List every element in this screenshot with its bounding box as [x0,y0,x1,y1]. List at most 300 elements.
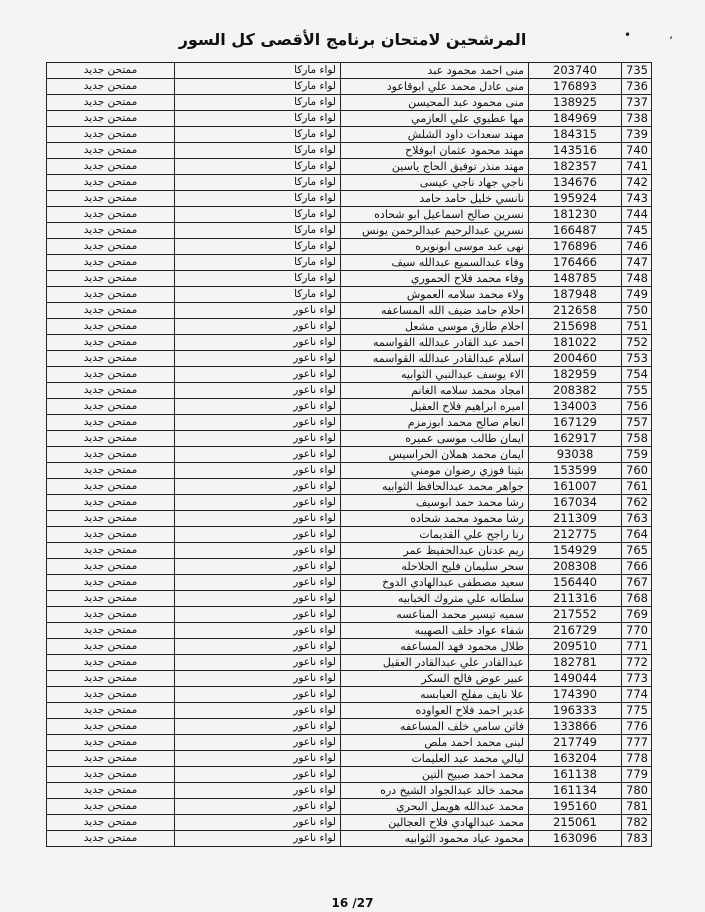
row-number-cell: 754 [622,367,652,383]
status-cell: ممتحن جديد [47,175,175,191]
name-cell: علا نايف مفلح العبابسه [341,687,529,703]
table-row [47,255,652,271]
name-cell: شفاء عواد خلف الصهيبه [341,623,529,639]
row-number-cell: 748 [622,271,652,287]
table-row [47,671,652,687]
row-number-cell: 771 [622,639,652,655]
row-number-cell: 749 [622,287,652,303]
table-row [47,623,652,639]
row-number-cell: 753 [622,351,652,367]
unit-cell: لواء ناعور [175,351,341,367]
status-cell: ممتحن جديد [47,511,175,527]
id-cell: 153599 [529,463,622,479]
status-cell: ممتحن جديد [47,127,175,143]
status-cell: ممتحن جديد [47,623,175,639]
table-row [47,303,652,319]
table-row [47,191,652,207]
status-cell: ممتحن جديد [47,303,175,319]
unit-cell: لواء ناعور [175,463,341,479]
table-row [47,271,652,287]
id-cell: 184315 [529,127,622,143]
status-cell: ممتحن جديد [47,111,175,127]
status-cell: ممتحن جديد [47,639,175,655]
row-number-cell: 741 [622,159,652,175]
id-cell: 134003 [529,399,622,415]
name-cell: محمود عياد محمود الثوابيه [341,831,529,847]
name-cell: مهند منذر توفيق الحاج ياسين [341,159,529,175]
id-cell: 212775 [529,527,622,543]
id-cell: 208382 [529,383,622,399]
status-cell: ممتحن جديد [47,143,175,159]
id-cell: 134676 [529,175,622,191]
table-row [47,159,652,175]
unit-cell: لواء ناعور [175,703,341,719]
id-cell: 184969 [529,111,622,127]
row-number-cell: 757 [622,415,652,431]
page-number: 16 /27 [331,896,374,910]
name-cell: ايمان طالب موسى عميره [341,431,529,447]
id-cell: 181022 [529,335,622,351]
status-cell: ممتحن جديد [47,575,175,591]
table-row [47,367,652,383]
unit-cell: لواء ناعور [175,367,341,383]
id-cell: 215698 [529,319,622,335]
unit-cell: لواء ماركا [175,63,341,79]
status-cell: ممتحن جديد [47,351,175,367]
table-row [47,607,652,623]
unit-cell: لواء ناعور [175,559,341,575]
unit-cell: لواء ماركا [175,127,341,143]
id-cell: 208308 [529,559,622,575]
table-row [47,383,652,399]
status-cell: ممتحن جديد [47,735,175,751]
status-cell: ممتحن جديد [47,687,175,703]
status-cell: ممتحن جديد [47,479,175,495]
id-cell: 93038 [529,447,622,463]
table-row [47,319,652,335]
id-cell: 138925 [529,95,622,111]
id-cell: 176466 [529,255,622,271]
status-cell: ممتحن جديد [47,415,175,431]
table-row [47,351,652,367]
unit-cell: لواء ناعور [175,431,341,447]
status-cell: ممتحن جديد [47,271,175,287]
id-cell: 217552 [529,607,622,623]
name-cell: ولاء محمد سلامه العموش [341,287,529,303]
id-cell: 212658 [529,303,622,319]
row-number-cell: 765 [622,543,652,559]
row-number-cell: 739 [622,127,652,143]
unit-cell: لواء ماركا [175,287,341,303]
name-cell: وفاء عبدالسميع عبدالله سيف [341,255,529,271]
status-cell: ممتحن جديد [47,495,175,511]
status-cell: ممتحن جديد [47,399,175,415]
table-row [47,687,652,703]
table-row [47,767,652,783]
id-cell: 211316 [529,591,622,607]
row-number-cell: 737 [622,95,652,111]
unit-cell: لواء ناعور [175,575,341,591]
name-cell: سحر سليمان فليح الحلاحله [341,559,529,575]
unit-cell: لواء ناعور [175,671,341,687]
name-cell: طلال محمود فهد المساعفه [341,639,529,655]
unit-cell: لواء ناعور [175,767,341,783]
name-cell: نانسي خليل حامد حامد [341,191,529,207]
row-number-cell: 769 [622,607,652,623]
table-row [47,175,652,191]
row-number-cell: 747 [622,255,652,271]
status-cell: ممتحن جديد [47,783,175,799]
table-row [47,223,652,239]
name-cell: ليالي محمد عيد العليمات [341,751,529,767]
status-cell: ممتحن جديد [47,239,175,255]
table-row [47,239,652,255]
table-row [47,735,652,751]
table-row [47,287,652,303]
table-row [47,399,652,415]
row-number-cell: 772 [622,655,652,671]
name-cell: نسرين عبدالرحيم عبدالرحمن يونس [341,223,529,239]
status-cell: ممتحن جديد [47,223,175,239]
name-cell: رنا راجح علي القديمات [341,527,529,543]
unit-cell: لواء ناعور [175,399,341,415]
name-cell: ريم عدنان عبدالحفيظ عمر [341,543,529,559]
unit-cell: لواء ناعور [175,735,341,751]
table-row [47,783,652,799]
name-cell: فاتن سامي خلف المساعفه [341,719,529,735]
unit-cell: لواء ناعور [175,687,341,703]
name-cell: محمد خالد عبدالجواد الشيخ دره [341,783,529,799]
status-cell: ممتحن جديد [47,63,175,79]
status-cell: ممتحن جديد [47,447,175,463]
status-cell: ممتحن جديد [47,655,175,671]
table-row [47,79,652,95]
status-cell: ممتحن جديد [47,191,175,207]
unit-cell: لواء ناعور [175,495,341,511]
unit-cell: لواء ماركا [175,207,341,223]
id-cell: 215061 [529,815,622,831]
name-cell: مهند محمود عثمان ابوفلاح [341,143,529,159]
name-cell: ايمان محمد هملان الحراسيس [341,447,529,463]
unit-cell: لواء ناعور [175,511,341,527]
status-cell: ممتحن جديد [47,95,175,111]
row-number-cell: 778 [622,751,652,767]
id-cell: 163096 [529,831,622,847]
id-cell: 182781 [529,655,622,671]
unit-cell: لواء ناعور [175,783,341,799]
name-cell: جواهر محمد عبدالحافظ الثوابيه [341,479,529,495]
table-row [47,463,652,479]
name-cell: احلام حامد ضيف الله المساعفه [341,303,529,319]
row-number-cell: 756 [622,399,652,415]
row-number-cell: 776 [622,719,652,735]
row-number-cell: 783 [622,831,652,847]
status-cell: ممتحن جديد [47,287,175,303]
unit-cell: لواء ناعور [175,303,341,319]
status-cell: ممتحن جديد [47,383,175,399]
table-row [47,335,652,351]
unit-cell: لواء ماركا [175,95,341,111]
table-row [47,591,652,607]
row-number-cell: 762 [622,495,652,511]
id-cell: 195160 [529,799,622,815]
candidates-table-body [47,63,652,847]
status-cell: ممتحن جديد [47,559,175,575]
name-cell: نسرين صالح اسماعيل ابو شحاده [341,207,529,223]
name-cell: غدير احمد فلاح العواوده [341,703,529,719]
unit-cell: لواء ماركا [175,191,341,207]
table-row [47,655,652,671]
row-number-cell: 759 [622,447,652,463]
id-cell: 161134 [529,783,622,799]
row-number-cell: 746 [622,239,652,255]
status-cell: ممتحن جديد [47,207,175,223]
id-cell: 176896 [529,239,622,255]
table-row [47,575,652,591]
row-number-cell: 766 [622,559,652,575]
name-cell: منى احمد محمود عبد [341,63,529,79]
unit-cell: لواء ناعور [175,799,341,815]
status-cell: ممتحن جديد [47,799,175,815]
row-number-cell: 773 [622,671,652,687]
row-number-cell: 755 [622,383,652,399]
table-row [47,127,652,143]
row-number-cell: 775 [622,703,652,719]
row-number-cell: 735 [622,63,652,79]
row-number-cell: 745 [622,223,652,239]
unit-cell: لواء ماركا [175,255,341,271]
table-row [47,111,652,127]
row-number-cell: 781 [622,799,652,815]
status-cell: ممتحن جديد [47,671,175,687]
unit-cell: لواء ماركا [175,271,341,287]
row-number-cell: 782 [622,815,652,831]
table-row [47,447,652,463]
candidates-table [46,62,652,847]
name-cell: محمد عبدالهادي فلاح العجالين [341,815,529,831]
id-cell: 143516 [529,143,622,159]
row-number-cell: 738 [622,111,652,127]
name-cell: سميه تيسير محمد المناعسه [341,607,529,623]
row-number-cell: 742 [622,175,652,191]
table-row [47,511,652,527]
id-cell: 209510 [529,639,622,655]
table-row [47,431,652,447]
id-cell: 187948 [529,287,622,303]
unit-cell: لواء ماركا [175,143,341,159]
table-row [47,415,652,431]
name-cell: ناجي جهاد ناجي عيسى [341,175,529,191]
id-cell: 217749 [529,735,622,751]
id-cell: 174390 [529,687,622,703]
status-cell: ممتحن جديد [47,607,175,623]
name-cell: انعام صالح محمد ابوزمزم [341,415,529,431]
id-cell: 161138 [529,767,622,783]
name-cell: احلام طارق موسى مشعل [341,319,529,335]
unit-cell: لواء ناعور [175,383,341,399]
row-number-cell: 736 [622,79,652,95]
name-cell: امجاد محمد سلامه الغانم [341,383,529,399]
name-cell: محمد عبدالله هويمل البحري [341,799,529,815]
table-row [47,527,652,543]
unit-cell: لواء ناعور [175,815,341,831]
table-row [47,831,652,847]
id-cell: 167034 [529,495,622,511]
name-cell: محمد احمد صبيح التين [341,767,529,783]
name-cell: الاء يوسف عبدالنبي الثوابيه [341,367,529,383]
unit-cell: لواء ناعور [175,527,341,543]
row-number-cell: 750 [622,303,652,319]
row-number-cell: 763 [622,511,652,527]
status-cell: ممتحن جديد [47,367,175,383]
name-cell: لبنى محمد احمد ملص [341,735,529,751]
status-cell: ممتحن جديد [47,463,175,479]
name-cell: وفاء محمد فلاح الحموري [341,271,529,287]
name-cell: منى عادل محمد علي ابوقاعود [341,79,529,95]
table-row [47,799,652,815]
table-row [47,815,652,831]
table-row [47,495,652,511]
unit-cell: لواء ناعور [175,479,341,495]
table-row [47,95,652,111]
table-row [47,751,652,767]
id-cell: 162917 [529,431,622,447]
name-cell: مها عطيوي علي العازمي [341,111,529,127]
row-number-cell: 752 [622,335,652,351]
row-number-cell: 751 [622,319,652,335]
unit-cell: لواء ناعور [175,447,341,463]
row-number-cell: 780 [622,783,652,799]
status-cell: ممتحن جديد [47,335,175,351]
unit-cell: لواء ناعور [175,335,341,351]
unit-cell: لواء ناعور [175,623,341,639]
table-row [47,143,652,159]
status-cell: ممتحن جديد [47,431,175,447]
id-cell: 154929 [529,543,622,559]
unit-cell: لواء ماركا [175,159,341,175]
table-row [47,63,652,79]
row-number-cell: 779 [622,767,652,783]
name-cell: رشا محمد حمد ابوسيف [341,495,529,511]
id-cell: 161007 [529,479,622,495]
status-cell: ممتحن جديد [47,815,175,831]
header-mark: • [624,28,632,42]
id-cell: 156440 [529,575,622,591]
name-cell: احمد عبد القادر عبدالله القواسمه [341,335,529,351]
name-cell: نهى عبد موسى ابونويره [341,239,529,255]
name-cell: منى محمود عبد المحيسن [341,95,529,111]
unit-cell: لواء ناعور [175,591,341,607]
id-cell: 195924 [529,191,622,207]
id-cell: 181230 [529,207,622,223]
unit-cell: لواء ماركا [175,175,341,191]
id-cell: 133866 [529,719,622,735]
id-cell: 196333 [529,703,622,719]
id-cell: 167129 [529,415,622,431]
name-cell: اسلام عبدالقادر عبدالله القواسمه [341,351,529,367]
unit-cell: لواء ماركا [175,111,341,127]
table-row [47,543,652,559]
status-cell: ممتحن جديد [47,543,175,559]
row-number-cell: 743 [622,191,652,207]
row-number-cell: 770 [622,623,652,639]
row-number-cell: 767 [622,575,652,591]
row-number-cell: 744 [622,207,652,223]
row-number-cell: 760 [622,463,652,479]
name-cell: مهند سعدات داود الشلش [341,127,529,143]
table-row [47,207,652,223]
unit-cell: لواء ناعور [175,719,341,735]
status-cell: ممتحن جديد [47,831,175,847]
id-cell: 203740 [529,63,622,79]
unit-cell: لواء ناعور [175,639,341,655]
id-cell: 211309 [529,511,622,527]
name-cell: عبدالقادر علي عبدالقادر العقيل [341,655,529,671]
unit-cell: لواء ناعور [175,319,341,335]
id-cell: 216729 [529,623,622,639]
status-cell: ممتحن جديد [47,255,175,271]
table-row [47,559,652,575]
status-cell: ممتحن جديد [47,703,175,719]
name-cell: سعيد مصطفى عبدالهادي الدوخ [341,575,529,591]
unit-cell: لواء ناعور [175,415,341,431]
name-cell: عبير عوض فالح السكر [341,671,529,687]
id-cell: 163204 [529,751,622,767]
id-cell: 182357 [529,159,622,175]
unit-cell: لواء ناعور [175,751,341,767]
page-title: المرشحين لامتحان برنامج الأقصى كل السور [178,30,527,49]
row-number-cell: 774 [622,687,652,703]
name-cell: رشا محمود محمد شحاده [341,511,529,527]
id-cell: 176893 [529,79,622,95]
row-number-cell: 768 [622,591,652,607]
status-cell: ممتحن جديد [47,591,175,607]
row-number-cell: 764 [622,527,652,543]
id-cell: 200460 [529,351,622,367]
table-row [47,639,652,655]
status-cell: ممتحن جديد [47,719,175,735]
status-cell: ممتحن جديد [47,319,175,335]
header-mark: ، [668,28,673,42]
row-number-cell: 740 [622,143,652,159]
name-cell: بثينا فوزي رضوان مومني [341,463,529,479]
status-cell: ممتحن جديد [47,767,175,783]
unit-cell: لواء ماركا [175,239,341,255]
unit-cell: لواء ماركا [175,79,341,95]
name-cell: سلطانه علي متروك الخبابيه [341,591,529,607]
id-cell: 148785 [529,271,622,287]
name-cell: اميره ابراهيم فلاح العقيل [341,399,529,415]
row-number-cell: 777 [622,735,652,751]
unit-cell: لواء ناعور [175,831,341,847]
table-row [47,703,652,719]
status-cell: ممتحن جديد [47,159,175,175]
unit-cell: لواء ناعور [175,607,341,623]
unit-cell: لواء ناعور [175,655,341,671]
unit-cell: لواء ماركا [175,223,341,239]
status-cell: ممتحن جديد [47,79,175,95]
id-cell: 149044 [529,671,622,687]
table-row [47,719,652,735]
unit-cell: لواء ناعور [175,543,341,559]
table-row [47,479,652,495]
status-cell: ممتحن جديد [47,527,175,543]
status-cell: ممتحن جديد [47,751,175,767]
row-number-cell: 761 [622,479,652,495]
id-cell: 166487 [529,223,622,239]
row-number-cell: 758 [622,431,652,447]
id-cell: 182959 [529,367,622,383]
